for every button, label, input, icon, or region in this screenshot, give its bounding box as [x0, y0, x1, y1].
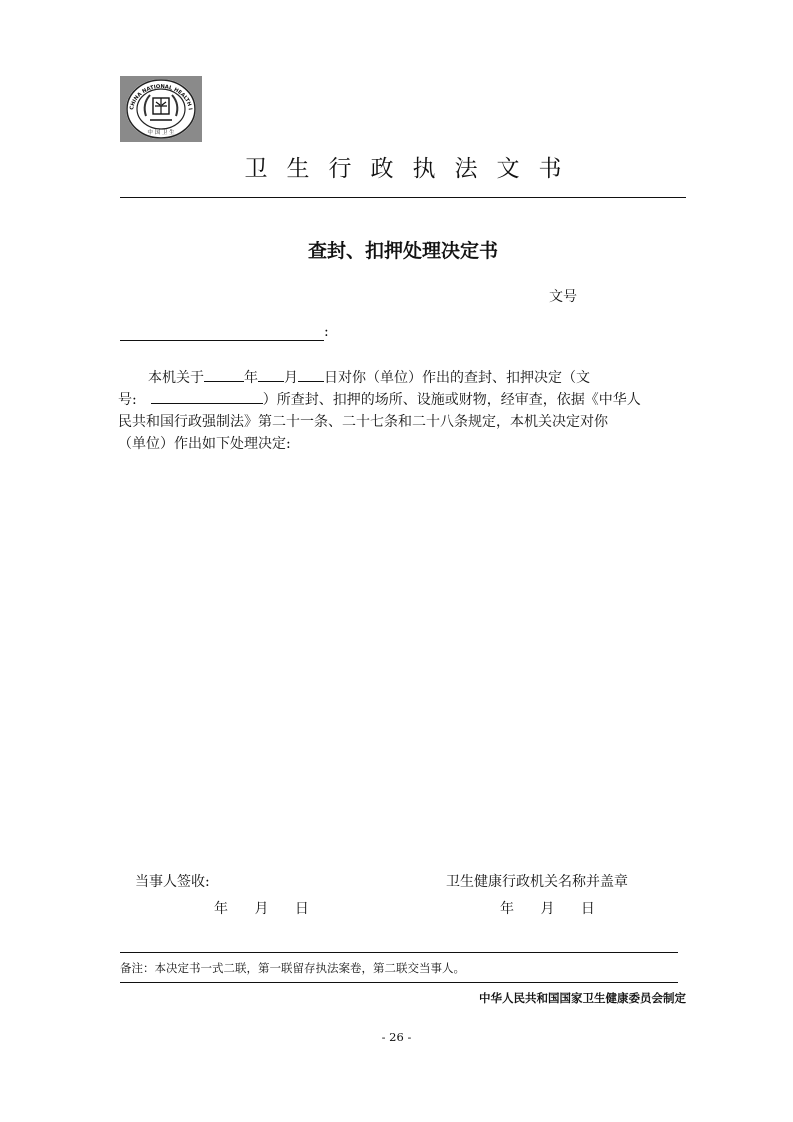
body-line-4: （单位）作出如下处理决定:	[118, 436, 291, 452]
body-text: 号:	[118, 392, 137, 408]
health-inspection-emblem-icon	[120, 76, 202, 142]
document-title: 查封、扣押处理决定书	[307, 240, 498, 262]
body-text: 本机关于	[148, 370, 204, 386]
year-blank[interactable]	[204, 368, 244, 382]
agency-seal-label: 卫生健康行政机关名称并盖章	[446, 874, 628, 890]
note-divider-bottom	[120, 982, 678, 983]
month-label: 月	[284, 370, 298, 386]
doc-number-label: 文号	[549, 289, 577, 305]
recipient-colon: :	[324, 324, 329, 340]
svg-text:CHINA NATIONAL HEALTH INSPECTI: CHINA NATIONAL HEALTH I	[129, 83, 193, 111]
body-line-2	[118, 389, 641, 409]
body-line-1	[118, 367, 590, 387]
issuer-footer: 中华人民共和国国家卫生健康委员会制定	[479, 991, 686, 1005]
header-title: 卫生行政执法文书	[244, 156, 581, 182]
svg-text:中 国 卫 生: 中 国 卫 生	[147, 130, 175, 136]
month-blank[interactable]	[258, 368, 284, 382]
body-line-3: 民共和国行政强制法》第二十一条、二十七条和二十八条规定，本机关决定对你	[118, 414, 608, 430]
body-text: ）所查封、扣押的场所、设施或财物，经审查，依据《中华人	[262, 392, 641, 408]
body-text: 日对你（单位）作出的查封、扣押决定（文	[324, 370, 590, 386]
header-divider	[120, 197, 686, 198]
party-signature-label: 当事人签收:	[135, 874, 210, 890]
party-date: 年 月 日	[214, 901, 309, 917]
day-blank[interactable]	[298, 368, 324, 382]
agency-date: 年 月 日	[500, 901, 595, 917]
note-text: 备注：本决定书一式二联，第一联留存执法案卷，第二联交当事人。	[120, 961, 465, 975]
note-divider-top	[120, 952, 678, 953]
recipient-blank[interactable]	[120, 340, 324, 341]
page-number: - 26 -	[381, 1030, 412, 1044]
decision-number-blank[interactable]	[151, 390, 263, 404]
year-label: 年	[244, 370, 258, 386]
